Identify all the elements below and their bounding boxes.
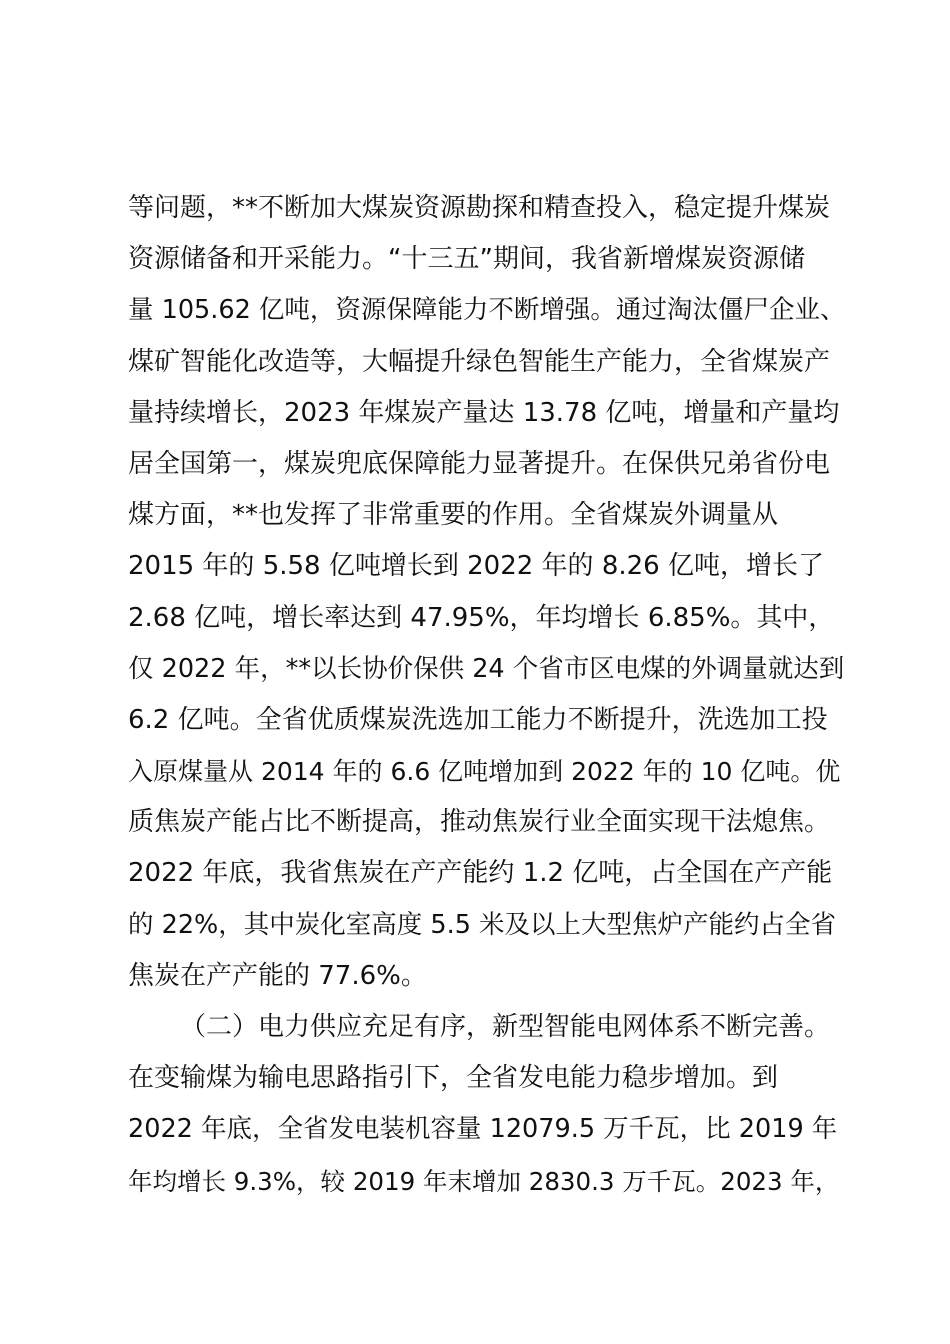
paragraph-line: 2.68 亿吨，增长率达到 47.95%，年均增长 6.85%。其中， <box>128 602 835 633</box>
paragraph-line: 2022 年底，全省发电装机容量 12079.5 万千瓦，比 2019 年 <box>128 1114 838 1145</box>
paragraph-line: 年均增长 9.3%，较 2019 年末增加 2830.3 万千瓦。2023 年， <box>128 1166 840 1196</box>
paragraph-line: 仅 2022 年，**以长协价保供 24 个省市区电煤的外调量就达到 <box>128 653 845 684</box>
body-text <box>128 183 848 1207</box>
section-heading-line: （二）电力供应充足有序，新型智能电网体系不断完善。 <box>180 1012 831 1042</box>
paragraph-line: 量持续增长，2023 年煤炭产量达 13.78 亿吨，增量和产量均 <box>128 397 840 428</box>
paragraph-line: 量 105.62 亿吨，资源保障能力不断增强。通过淘汰僵尸企业、 <box>128 295 846 326</box>
paragraph-line: 入原煤量从 2014 年的 6.6 亿吨增加到 2022 年的 10 亿吨。优 <box>128 757 841 787</box>
paragraph-line: 的 22%，其中炭化室高度 5.5 米及以上大型焦炉产能约占全省 <box>128 909 837 940</box>
paragraph-line: 在变输煤为输电思路指引下，全省发电能力稳步增加。到 <box>128 1063 779 1094</box>
paragraph-line: 6.2 亿吨。全省优质煤炭洗选加工能力不断提升，洗选加工投 <box>128 704 828 735</box>
paragraph-line: 2022 年底，我省焦炭在产产能约 1.2 亿吨，占全国在产产能 <box>128 858 833 889</box>
paragraph-line: 煤方面，**也发挥了非常重要的作用。全省煤炭外调量从 <box>128 500 779 531</box>
paragraph-line: 煤矿智能化改造等，大幅提升绿色智能生产能力，全省煤炭产 <box>128 346 831 377</box>
paragraph-line: 资源储备和开采能力。“十三五”期间，我省新增煤炭资源储 <box>128 244 805 275</box>
paragraph-line: 居全国第一，煤炭兜底保障能力显著提升。在保供兄弟省份电 <box>128 448 831 479</box>
paragraph-line: 质焦炭产能占比不断提高，推动焦炭行业全面实现干法熄焦。 <box>128 807 831 838</box>
paragraph-line: 2015 年的 5.58 亿吨增长到 2022 年的 8.26 亿吨，增长了 <box>128 551 824 582</box>
paragraph-line: 焦炭在产产能的 77.6%。 <box>128 960 427 991</box>
paragraph-line: 等问题，**不断加大煤炭资源勘探和精查投入，稳定提升煤炭 <box>128 193 831 223</box>
